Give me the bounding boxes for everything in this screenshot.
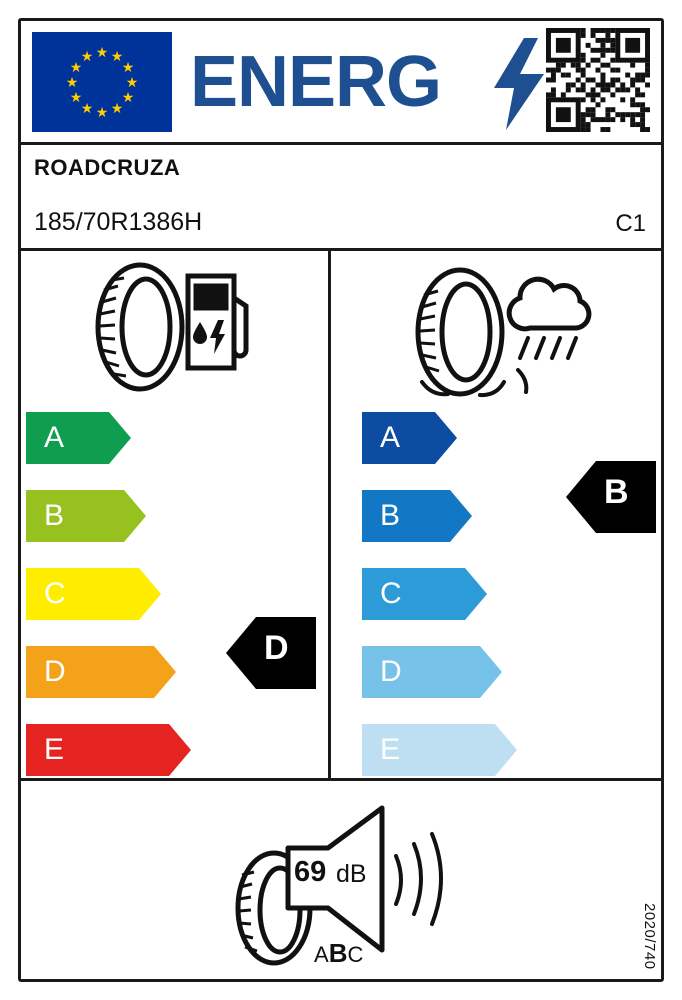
grade-row xyxy=(362,724,517,776)
grade-letter: D xyxy=(380,655,402,688)
divider-vertical xyxy=(328,251,331,778)
eu-star-icon: ★ xyxy=(65,74,79,90)
fuel-efficiency-pictogram xyxy=(88,262,258,392)
eu-star-icon: ★ xyxy=(69,59,83,75)
grade-row xyxy=(362,412,457,464)
grade-letter: C xyxy=(44,577,66,610)
grade-row xyxy=(26,412,131,464)
eu-star-icon: ★ xyxy=(69,89,83,105)
lightning-bolt-icon xyxy=(490,38,546,130)
noise-value: 69 xyxy=(294,856,327,888)
divider-second xyxy=(21,248,661,251)
page-title: ENERG xyxy=(190,42,442,122)
rating-letter: B xyxy=(604,473,629,511)
eu-star-icon: ★ xyxy=(95,44,109,60)
noise-class-c: C xyxy=(347,942,364,967)
grade-row xyxy=(26,646,176,698)
grade-letter: C xyxy=(380,577,402,610)
eu-star-icon: ★ xyxy=(95,104,109,120)
tyre-class: C1 xyxy=(615,210,646,237)
eu-star-icon: ★ xyxy=(110,99,124,116)
grade-row xyxy=(362,646,502,698)
noise-unit: dB xyxy=(336,860,367,888)
grade-row xyxy=(26,490,146,542)
divider-top xyxy=(21,142,661,145)
eu-star-icon: ★ xyxy=(80,99,94,116)
grade-letter: E xyxy=(44,733,65,766)
fuel-grade-scale xyxy=(26,412,316,766)
eu-star-icon: ★ xyxy=(110,48,124,65)
grade-row xyxy=(362,490,472,542)
eu-star-icon: ★ xyxy=(125,74,139,90)
fuel-rating-arrow xyxy=(226,617,316,689)
grade-letter: B xyxy=(44,499,65,532)
tyre-size: 185/70R1386H xyxy=(34,208,203,236)
grade-row xyxy=(362,568,487,620)
grade-letter: B xyxy=(380,499,401,532)
eu-flag-icon xyxy=(32,32,172,132)
regulation-reference: 2020/740 xyxy=(641,903,658,970)
grade-letter: E xyxy=(380,733,401,766)
wet-grip-pictogram xyxy=(408,262,608,412)
grade-row xyxy=(26,568,161,620)
noise-class-current: B xyxy=(328,938,348,968)
grade-row xyxy=(26,724,191,776)
noise-class-a: A xyxy=(314,942,329,967)
brand-name: ROADCRUZA xyxy=(34,155,181,180)
divider-third xyxy=(21,778,661,781)
grade-letter: A xyxy=(380,421,401,454)
noise-class-scale xyxy=(314,938,363,969)
eu-star-icon: ★ xyxy=(80,48,94,65)
eu-star-icon: ★ xyxy=(121,59,135,75)
grade-letter: D xyxy=(44,655,66,688)
eu-star-icon: ★ xyxy=(121,89,135,105)
grade-letter: A xyxy=(44,421,65,454)
qr-code-icon xyxy=(546,28,650,132)
wet-grip-rating-arrow xyxy=(566,461,656,533)
rating-letter: D xyxy=(264,629,289,667)
